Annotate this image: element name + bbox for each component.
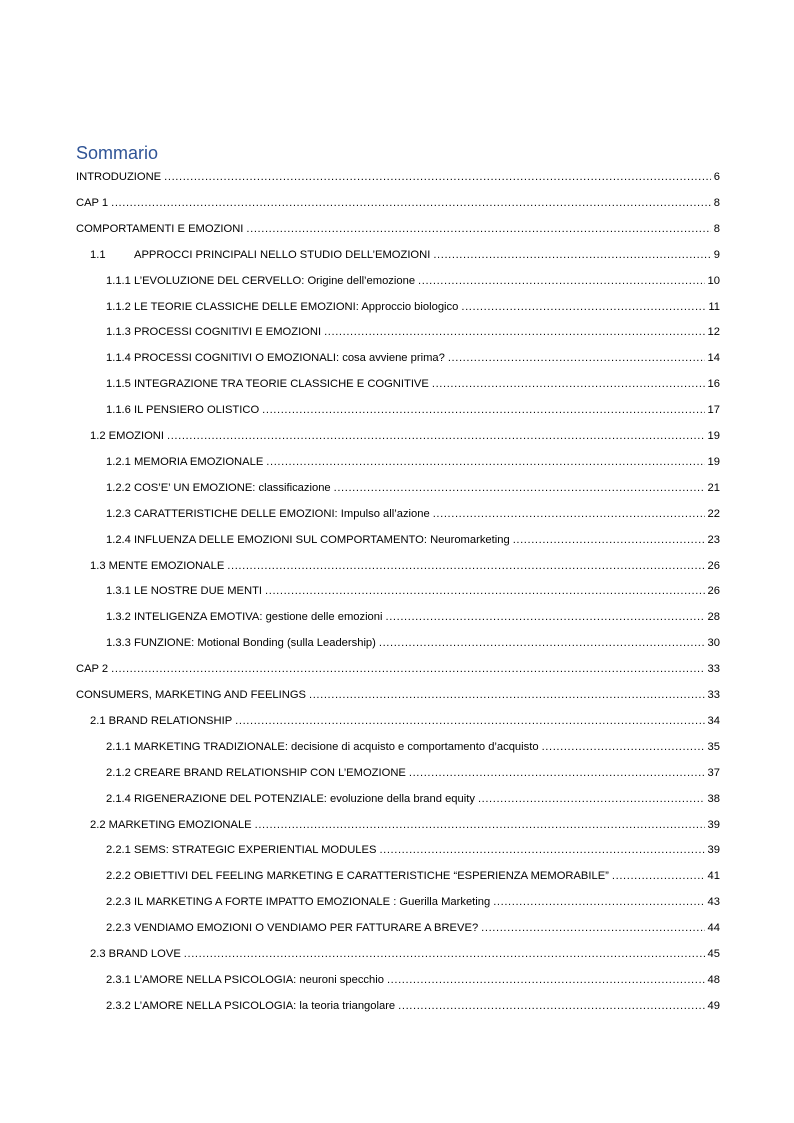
toc-entry-text: 1.2.4 INFLUENZA DELLE EMOZIONI SUL COMPORTAMENTO: Neuromarketing	[106, 533, 510, 546]
toc-entry[interactable]	[76, 967, 720, 987]
toc-entry-title	[90, 429, 164, 443]
toc-dot-leader	[448, 351, 705, 365]
toc-page-number: 9	[713, 248, 720, 261]
toc-entry-text: 1.1.5 INTEGRAZIONE TRA TEORIE CLASSICHE E COGNITIVE	[106, 378, 429, 391]
toc-entry-text: 2.3 BRAND LOVE	[90, 948, 181, 960]
toc-dot-leader	[379, 636, 705, 650]
toc-entry-title	[76, 170, 161, 184]
toc-dot-leader	[461, 300, 705, 314]
toc-entry[interactable]	[76, 812, 720, 832]
toc-entry[interactable]	[76, 423, 720, 443]
toc-entry-title	[106, 507, 430, 521]
toc-entry[interactable]	[76, 371, 720, 391]
toc-page-number: 19	[707, 455, 720, 468]
toc-entry-title	[90, 248, 430, 262]
toc-page-number: 30	[707, 637, 720, 650]
toc-dot-leader	[612, 869, 705, 883]
toc-page-number: 8	[713, 222, 720, 235]
toc-page-number: 8	[713, 196, 720, 209]
toc-entry-title	[106, 921, 478, 935]
toc-dot-leader	[262, 403, 704, 417]
toc-dot-leader	[481, 921, 704, 935]
toc-entry-text: 1.2.2 COS’E’ UN EMOZIONE: classificazione	[106, 481, 331, 494]
toc-entry-title	[106, 636, 376, 650]
toc-entry-text: 2.1.2 CREARE BRAND RELATIONSHIP CON L’EMOZIONE	[106, 766, 406, 779]
toc-entry[interactable]	[76, 941, 720, 961]
toc-entry-text: 1.1.1 L’EVOLUZIONE DEL CERVELLO: Origine dell’emozione	[106, 274, 416, 287]
toc-entry-text: 1.2.3 CARATTERISTICHE DELLE EMOZIONI: Impulso all’azione	[106, 507, 430, 520]
toc-entry-text: 1.3.2 INTELIGENZA EMOTIVA: gestione delle emozioni	[106, 611, 383, 624]
toc-entry-text: 2.1.1 MARKETING TRADIZIONALE: decisione di acquisto e comportamento d’acquisto	[106, 740, 539, 753]
toc-entry-title	[76, 688, 306, 702]
toc-entry-text: COMPORTAMENTI E EMOZIONI	[76, 222, 244, 235]
toc-entry-text: 2.2 MARKETING EMOZIONALE	[90, 818, 252, 831]
toc-entry-title	[106, 869, 609, 883]
toc-entry[interactable]	[76, 863, 720, 883]
toc-entry[interactable]	[76, 786, 720, 806]
toc-dot-leader	[493, 895, 704, 909]
toc-dot-leader	[478, 792, 705, 806]
toc-entry-text: CAP 1	[76, 196, 109, 209]
toc-dot-leader	[334, 481, 705, 495]
toc-entry-title	[106, 766, 406, 780]
toc-entry[interactable]	[76, 268, 720, 288]
toc-entry[interactable]	[76, 578, 720, 598]
toc-page-number: 37	[707, 766, 720, 779]
toc-page-number: 6	[713, 171, 720, 183]
toc-page-number: 39	[707, 818, 720, 831]
toc-entry-title	[106, 274, 415, 288]
toc-entry-title	[106, 973, 384, 987]
toc-entry-text: 1.3.1 LE NOSTRE DUE MENTI	[106, 585, 263, 598]
toc-entry-title	[106, 610, 383, 624]
toc-entry[interactable]	[76, 449, 720, 469]
toc-entry[interactable]	[76, 242, 720, 262]
toc-entry[interactable]	[76, 319, 720, 339]
toc-entry-text: 1.3 MENTE EMOZIONALE	[90, 559, 225, 572]
toc-page-number: 39	[707, 844, 720, 857]
toc-entry-text: 1.3.3 FUNZIONE: Motional Bonding (sulla Leadership)	[106, 637, 376, 650]
toc-entry-title	[106, 481, 331, 495]
toc-page-number: 23	[707, 533, 720, 546]
toc-page-number: 33	[707, 689, 720, 701]
toc-entry-text: 2.2.2 OBIETTIVI DEL FEELING MARKETING E CARATTERISTICHE “ESPERIENZA MEMORABILE”	[106, 870, 609, 883]
toc-entry[interactable]	[76, 760, 720, 780]
toc-dot-leader	[111, 662, 704, 676]
toc-entry-number: 1.1	[90, 248, 106, 261]
toc-dot-leader	[184, 947, 705, 961]
toc-page-number: 19	[707, 430, 720, 442]
toc-entry-title	[106, 351, 445, 365]
toc-entry-title	[76, 222, 243, 236]
toc-entry[interactable]	[76, 889, 720, 909]
toc-entry[interactable]	[76, 294, 720, 314]
toc-entry[interactable]	[76, 397, 720, 417]
toc-dot-leader	[324, 325, 704, 339]
toc-entry[interactable]	[76, 630, 720, 650]
toc-page-number: 26	[707, 585, 720, 598]
toc-dot-leader	[164, 170, 711, 184]
toc-page-number: 22	[707, 507, 720, 520]
toc-entry[interactable]	[76, 527, 720, 547]
toc-entry[interactable]	[76, 915, 720, 935]
toc-entry-title	[76, 196, 108, 210]
toc-entry-title	[76, 662, 108, 676]
toc-dot-leader	[265, 584, 705, 598]
toc-entry-title	[106, 300, 458, 314]
toc-entry-text: APPROCCI PRINCIPALI NELLO STUDIO DELL’EMOZIONI	[134, 248, 431, 261]
toc-entry[interactable]	[76, 604, 720, 624]
toc-dot-leader	[309, 688, 705, 702]
toc-page-number: 10	[707, 274, 720, 287]
toc-dot-leader	[433, 248, 710, 262]
toc-dot-leader	[235, 714, 704, 728]
toc-entry-text: 1.1.3 PROCESSI COGNITIVI E EMOZIONI	[106, 326, 322, 339]
toc-entry-title	[106, 792, 475, 806]
toc-entry-title	[106, 403, 259, 417]
toc-entry-title	[106, 895, 490, 909]
toc-entry-text: 1.1.2 LE TEORIE CLASSICHE DELLE EMOZIONI: Approccio biologico	[106, 300, 459, 313]
toc-page-number: 34	[707, 714, 720, 727]
toc-entry[interactable]	[76, 190, 720, 210]
toc-entry-title	[106, 455, 263, 469]
toc-heading: Sommario	[76, 143, 159, 163]
toc-entry-text: 2.1.4 RIGENERAZIONE DEL POTENZIALE: evoluzione della brand equity	[106, 792, 475, 805]
toc-entry-text: 2.2.3 VENDIAMO EMOZIONI O VENDIAMO PER FATTURARE A BREVE?	[106, 922, 479, 935]
toc-page-number: 16	[707, 378, 720, 391]
toc-entry[interactable]	[76, 656, 720, 676]
toc-entry[interactable]	[76, 708, 720, 728]
toc-page-number: 14	[707, 352, 720, 365]
toc-entry-title	[90, 947, 181, 961]
toc-dot-leader	[379, 843, 704, 857]
toc-dot-leader	[227, 559, 704, 573]
toc-entry-text: CAP 2	[76, 663, 109, 676]
toc-dot-leader	[398, 999, 704, 1013]
toc-dot-leader	[111, 196, 711, 210]
toc-dot-leader	[255, 818, 705, 832]
toc-entry[interactable]	[76, 553, 720, 573]
toc-entry-text: 2.3.2 L’AMORE NELLA PSICOLOGIA: la teoria triangolare	[106, 999, 396, 1012]
toc-page-number: 26	[707, 559, 720, 572]
toc-entry-text: INTRODUZIONE	[76, 171, 162, 183]
toc-entry-text: 2.3.1 L’AMORE NELLA PSICOLOGIA: neuroni specchio	[106, 973, 384, 986]
toc-dot-leader	[432, 377, 705, 391]
toc-entry[interactable]	[76, 345, 720, 365]
toc-page-number: 17	[707, 404, 720, 417]
toc-dot-leader	[433, 507, 705, 521]
toc-page-number: 48	[707, 973, 720, 986]
toc-entry-title	[106, 325, 321, 339]
toc-page-number: 38	[707, 792, 720, 805]
toc-entry-text: 1.2 EMOZIONI	[90, 430, 164, 442]
toc-page-number: 44	[707, 922, 720, 935]
toc-entry[interactable]	[76, 216, 720, 236]
toc-entry-title	[106, 533, 510, 547]
toc-entry[interactable]	[76, 682, 720, 702]
toc-page-number: 41	[707, 870, 720, 883]
toc-entry-text: 1.1.4 PROCESSI COGNITIVI O EMOZIONALI: cosa avviene prima?	[106, 352, 445, 365]
toc-entry-title	[90, 714, 232, 728]
toc-entry-title	[106, 377, 429, 391]
toc-page-number: 28	[707, 611, 720, 624]
toc-page-number: 35	[707, 740, 720, 753]
toc-entry[interactable]	[76, 501, 720, 521]
toc-entry[interactable]	[76, 837, 720, 857]
toc-page-number: 33	[707, 663, 720, 676]
toc-page-number: 45	[707, 948, 720, 960]
toc-dot-leader	[513, 533, 705, 547]
toc-entry[interactable]	[76, 164, 720, 184]
toc-entry[interactable]	[76, 993, 720, 1013]
toc-entry-text: 1.1.6 IL PENSIERO OLISTICO	[106, 404, 260, 417]
toc-dot-leader	[418, 274, 705, 288]
toc-dot-leader	[167, 429, 705, 443]
toc-entry-text: 2.2.1 SEMS: STRATEGIC EXPERIENTIAL MODULES	[106, 844, 377, 857]
toc-page-number: 11	[708, 300, 720, 313]
toc-entry-title	[90, 559, 224, 573]
toc-entry[interactable]	[76, 734, 720, 754]
toc-entry-title	[106, 999, 395, 1013]
toc-entry-title	[106, 843, 376, 857]
toc-dot-leader	[246, 222, 710, 236]
toc-entry-text: 2.2.3 IL MARKETING A FORTE IMPATTO EMOZIONALE : Guerilla Marketing	[106, 896, 491, 909]
toc-page-number: 49	[707, 999, 720, 1012]
toc-entry[interactable]	[76, 475, 720, 495]
toc-page-number: 12	[707, 326, 720, 339]
toc-page-number: 43	[707, 896, 720, 909]
toc-entry-text: 2.1 BRAND RELATIONSHIP	[90, 714, 233, 727]
toc-entry-title	[106, 584, 262, 598]
toc-entry-text: CONSUMERS, MARKETING AND FEELINGS	[76, 689, 306, 701]
toc-dot-leader	[386, 610, 705, 624]
toc-dot-leader	[387, 973, 705, 987]
toc-page-number: 21	[707, 481, 720, 494]
toc-dot-leader	[542, 740, 705, 754]
toc-dot-leader	[266, 455, 704, 469]
toc-entry-title	[106, 740, 539, 754]
toc-dot-leader	[409, 766, 705, 780]
toc-entry-text: 1.2.1 MEMORIA EMOZIONALE	[106, 455, 264, 468]
toc-entry-title	[90, 818, 252, 832]
